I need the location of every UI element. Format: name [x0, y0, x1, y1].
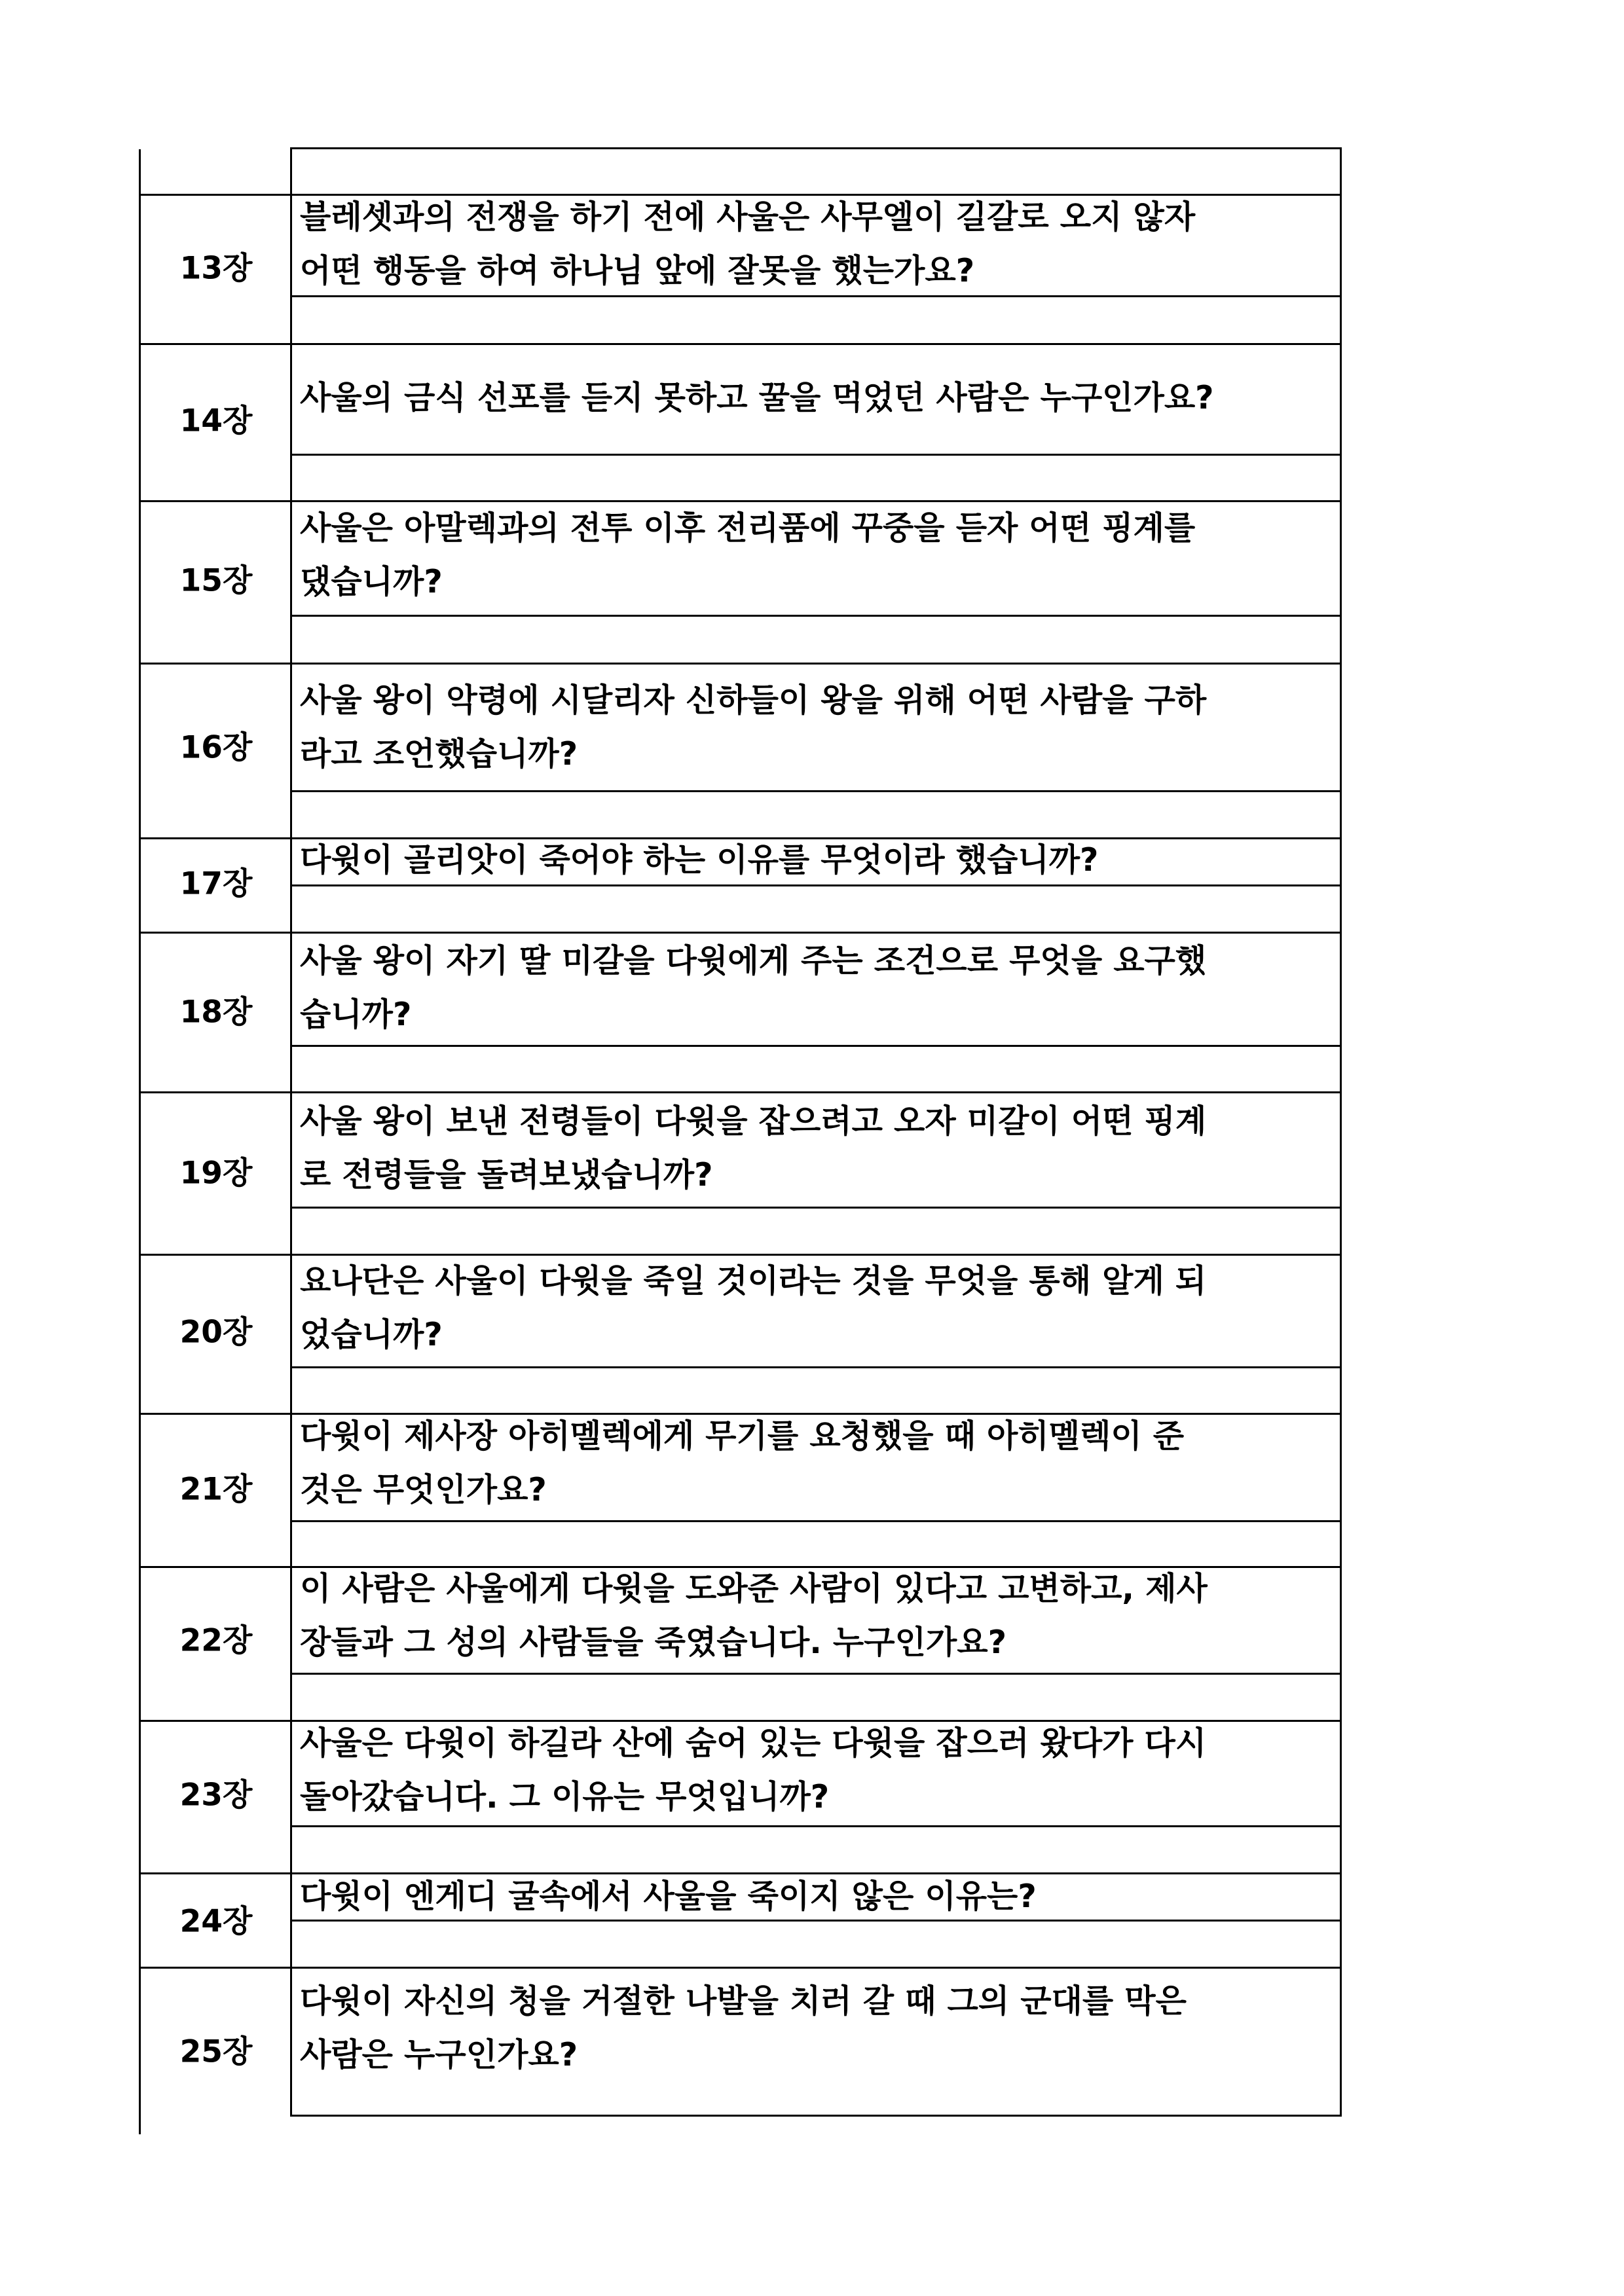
- question-text: 이 사람은 사울에게 다윗을 도와준 사람이 있다고 고변하고, 제사 장들과 그 성의 사람들을 죽였습니다. 누구인가요?: [300, 1570, 1208, 1661]
- chapter-label: 19장: [179, 1155, 253, 1192]
- question-text: 사울의 금식 선포를 듣지 못하고 꿀을 먹었던 사람은 누구인가요?: [300, 379, 1214, 416]
- left-border: [139, 149, 141, 2134]
- answer-box-top: [290, 790, 1342, 792]
- row-separator: [139, 932, 1342, 934]
- chapter-label: 25장: [179, 2033, 253, 2070]
- question-text: 다윗이 엔게디 굴속에서 사울을 죽이지 않은 이유는?: [300, 1878, 1037, 1915]
- chapter-label: 24장: [179, 1903, 253, 1940]
- question-text: 다윗이 제사장 아히멜렉에게 무기를 요청했을 때 아히멜렉이 준 것은 무엇인가요?: [300, 1417, 1185, 1508]
- question-text: 블레셋과의 전쟁을 하기 전에 사울은 사무엘이 길갈로 오지 않자 어떤 행동을 하여 하나님 앞에 잘못을 했는가요?: [300, 198, 1196, 289]
- answer-box-top: [290, 454, 1342, 456]
- answer-box-top: [290, 295, 1342, 297]
- chapter-label: 17장: [179, 866, 253, 902]
- question-text: 요나단은 사울이 다윗을 죽일 것이라는 것을 무엇을 통해 알게 되 었습니까?: [300, 1262, 1207, 1353]
- answer-box-top: [290, 1207, 1342, 1209]
- answer-box-top: [290, 884, 1342, 886]
- answer-box-top: [290, 1520, 1342, 1522]
- chapter-label: 13장: [179, 250, 253, 287]
- chapter-label: 23장: [179, 1777, 253, 1813]
- row-separator: [139, 1967, 1342, 1969]
- chapter-label: 21장: [179, 1471, 253, 1508]
- question-text: 다윗이 자신의 청을 거절한 나발을 치러 갈 때 그의 군대를 막은 사람은 누구인가요?: [300, 1982, 1187, 2073]
- chapter-label: 20장: [179, 1314, 253, 1351]
- answer-box-top: [290, 1673, 1342, 1675]
- question-text: 사울 왕이 자기 딸 미갈을 다윗에게 주는 조건으로 무엇을 요구했 습니까?: [300, 942, 1207, 1033]
- row-separator: [139, 343, 1342, 345]
- bottom-border: [290, 2115, 1342, 2117]
- question-text: 다윗이 골리앗이 죽어야 하는 이유를 무엇이라 했습니까?: [300, 841, 1099, 879]
- row-separator: [139, 1091, 1342, 1093]
- chapter-label: 16장: [179, 729, 253, 766]
- top-border: [290, 147, 1342, 149]
- answer-box-top: [290, 615, 1342, 617]
- chapter-label: 15장: [179, 562, 253, 599]
- answer-box-top: [290, 1920, 1342, 1922]
- chapter-label: 22장: [179, 1622, 253, 1659]
- question-text: 사울은 다윗이 하길라 산에 숨어 있는 다윗을 잡으러 왔다가 다시 돌아갔습니다. 그 이유는 무엇입니까?: [300, 1724, 1207, 1815]
- question-text: 사울은 아말렉과의 전투 이후 전리품에 꾸중을 듣자 어떤 핑계를 댔습니까?: [300, 509, 1196, 600]
- question-text: 사울 왕이 보낸 전령들이 다윗을 잡으려고 오자 미갈이 어떤 핑계 로 전령들을 돌려보냈습니까?: [300, 1102, 1207, 1194]
- question-text: 사울 왕이 악령에 시달리자 신하들이 왕을 위해 어떤 사람을 구하 라고 조언했습니까?: [300, 682, 1207, 773]
- question-column-left-border: [290, 147, 292, 2117]
- row-separator: [139, 663, 1342, 665]
- chapter-label: 14장: [179, 403, 253, 439]
- answer-box-top: [290, 1825, 1342, 1827]
- answer-box-top: [290, 1045, 1342, 1047]
- answer-box-top: [290, 1366, 1342, 1368]
- chapter-label: 18장: [179, 994, 253, 1030]
